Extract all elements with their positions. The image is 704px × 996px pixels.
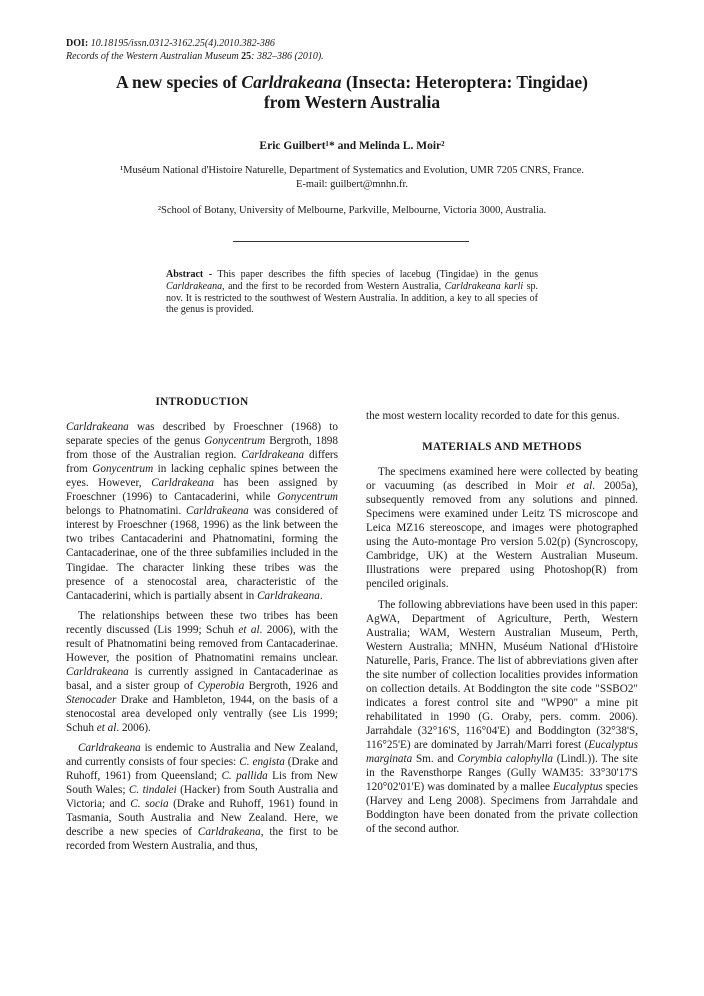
italic-run: C. engista	[239, 756, 285, 769]
italic-run: et al	[96, 722, 117, 735]
journal-name: Records of the Western Australian Museum	[66, 51, 239, 62]
text-run: Bergroth, 1926 and	[244, 679, 338, 692]
text-run: (Drake and Ruhoff, 1961) from Queensland;	[66, 756, 338, 783]
title-line-2: from Western Australia	[263, 92, 441, 112]
italic-run: Carldrakeana	[78, 742, 141, 755]
journal-volume: 25	[241, 51, 252, 62]
text-run: . 2006).	[116, 722, 151, 735]
paragraph	[66, 741, 338, 853]
abstract-species: Carldrakeana karli	[444, 280, 524, 292]
italic-run: Carldrakeana	[241, 449, 305, 462]
text-run: was considered of interest by Froeschner (1968, 1996) as the link between the two tribes Cantacaderini and Phatnomatini, forming the Cantacaderinae, one of the three subfamilies included in the Tingidae. The character linking these tribes was the presence of a stenocostal area, characteristic of the Cantacaderini, which is partially absent in	[66, 505, 338, 602]
text-run: Bergroth, 1898 from those of the Australian region.	[66, 435, 338, 462]
affiliation-2: ²School of Botany, University of Melbourne, Parkville, Melbourne, Victoria 3000, Australia.	[157, 205, 547, 216]
italic-run: Eucalyptus marginata	[366, 738, 638, 766]
text-run: The specimens examined here were collected by beating or vacuuming (as described in Moir	[366, 466, 638, 493]
text-run: the most western locality recorded to date for this genus.	[366, 410, 620, 422]
italic-run: C. pallida	[221, 770, 268, 783]
text-run: Drake and Hambleton, 1944, on the basis of a stenocostal area developed only ventrally (see Lis 1999; Schuh	[66, 693, 338, 735]
left-column	[66, 393, 338, 853]
doi-line	[66, 37, 324, 50]
title-genus: Carldrakeana	[241, 72, 342, 92]
title-text-a: A new species of	[116, 72, 242, 92]
italic-run: Gonycentrum	[277, 491, 338, 504]
section-heading-materials: MATERIALS AND METHODS	[422, 441, 582, 454]
abstract-text-1: This paper describes the fifth species of lacebug (Tingidae) in the genus	[212, 269, 538, 280]
doi-label: DOI:	[66, 38, 89, 49]
italic-run: Carldrakeana	[197, 826, 261, 839]
paragraph	[366, 598, 638, 837]
affiliation-1-text: ¹Muséum National d'Histoire Naturelle, Department of Systematics and Evolution, UMR 7205 CNRS, France.	[119, 165, 585, 176]
text-run: The following abbreviations have been used in this paper: AgWA, Department of Agriculture, Perth, Western Australia; WAM, Western Australian Museum, Perth, Western Australia; MNHN, Muséum National d'Histoire Naturelle, Paris, France. The list of abbreviations given after the site number of collection localities provides information on collection details. At Boddington the site code "SSBO2" indicates a forest control site and "WP90" a mine pit rehabilitated in 1990 (G. Oraby, pers. comm. 2006). Jarrahdale (32°16'S, 116°04'E) and Boddington (32°38'S, 116°25'E) are dominated by Jarrah/Marri forest (	[366, 598, 638, 751]
italic-run: et al	[238, 623, 260, 636]
italic-run: Corymbia calophylla	[457, 753, 554, 766]
abstract-genus: Carldrakeana	[166, 280, 223, 292]
text-run: . 2005a), subsequently removed from any solutions and pinned. Specimens were examined under Leitz TS microscope and Leica MZ16 stereoscope, and images were photographed using the Auto-montage Pro version 5.02(p) (Syncroscopy, Cambridge, UK) at the Western Australian Museum. Illustrations were prepared using Photoshop(R) from penciled originals.	[366, 480, 638, 591]
italic-run: Gonycentrum	[92, 463, 154, 476]
italic-run: Cyperobia	[197, 679, 245, 692]
text-run: has been assigned by Froeschner (1996) to Cantacaderini, while	[66, 477, 339, 504]
journal-line	[66, 50, 324, 63]
italic-run: C. socia	[130, 798, 169, 811]
journal-pages: : 382–386 (2010).	[251, 51, 324, 62]
text-run: Sm. and	[412, 753, 458, 766]
title-line-1	[40, 72, 664, 92]
text-run: differs from	[66, 449, 339, 476]
paragraph	[66, 609, 338, 735]
italic-run: Carldrakeana	[186, 505, 249, 518]
text-run: is currently assigned in Cantacaderinae as basal, and a sister group of	[66, 665, 338, 692]
abstract-text-2: , and the first to be recorded from Western Australia,	[222, 280, 445, 292]
article-title	[40, 72, 664, 112]
text-run: species (Harvey and Leng 2008). Specimens from Jarrahdale and Boddington have been donated from the private collection of the second author.	[366, 781, 639, 836]
italic-run: Gonycentrum	[204, 435, 266, 448]
italic-run: Carldrakeana	[151, 477, 214, 490]
text-run: was described by Froeschner (1968) to separate species of the genus	[66, 421, 338, 448]
text-run: (Hacker) from South Australia and Victoria; and	[66, 784, 338, 811]
paragraph-continued	[366, 409, 638, 423]
italic-run: Carldrakeana	[257, 589, 320, 602]
abstract-label: Abstract -	[166, 269, 213, 280]
divider-rule	[233, 241, 469, 242]
right-column	[366, 409, 638, 836]
section-heading-introduction: INTRODUCTION	[155, 396, 249, 408]
text-run: , the first to be recorded from Western Australia, and thus,	[66, 826, 338, 853]
italic-run: Eucalyptus	[552, 781, 603, 794]
text-run: in lacking cephalic spines between the eyes. However,	[66, 463, 339, 490]
abstract	[166, 269, 538, 316]
affiliation-1	[60, 164, 644, 192]
text-run: is endemic to Australia and New Zealand, and currently consists of four species:	[66, 742, 338, 769]
italic-run: et al	[566, 480, 593, 493]
text-run: (Drake and Ruhoff, 1961) found in Tasmania, South Australia and New Zealand. Here, we describe a new species of	[66, 798, 339, 839]
text-run: Lis from New South Wales;	[66, 770, 338, 797]
text-run: .	[319, 589, 323, 602]
running-header	[66, 37, 324, 63]
italic-run: C. tindalei	[128, 784, 177, 797]
email[interactable]: E-mail: guilbert@mnhn.fr.	[295, 179, 409, 190]
abstract-text-3: sp. nov. It is restricted to the southwest of Western Australia. In addition, a key to all species of the genus is provided.	[166, 280, 538, 316]
text-run: . 2006), with the result of Phatnomatini being removed from Cantacaderinae. However, the position of Phatnomatini remains unclear.	[66, 623, 338, 664]
italic-run: Carldrakeana	[66, 665, 129, 678]
text-run: The relationships between these two tribes has been recently discussed (Lis 1999; Schuh	[66, 609, 338, 636]
italic-run: Carldrakeana	[66, 421, 129, 434]
title-text-b: (Insecta: Heteroptera: Tingidae)	[341, 72, 588, 92]
doi-value[interactable]: 10.18195/issn.0312-3162.25(4).2010.382-386	[90, 38, 275, 49]
text-run: (Lindl.)). The site in the Ravensthorpe Ranges (Gully WAM35: 33°30'17'S 120°02'01'E) was dominated by a mallee	[366, 753, 638, 794]
paragraph	[366, 465, 638, 591]
italic-run: Stenocader	[66, 693, 117, 706]
text-run: belongs to Phatnomatini.	[66, 505, 186, 518]
authors: Eric Guilbert¹* and Melinda L. Moir²	[259, 140, 445, 152]
paragraph	[66, 420, 338, 603]
